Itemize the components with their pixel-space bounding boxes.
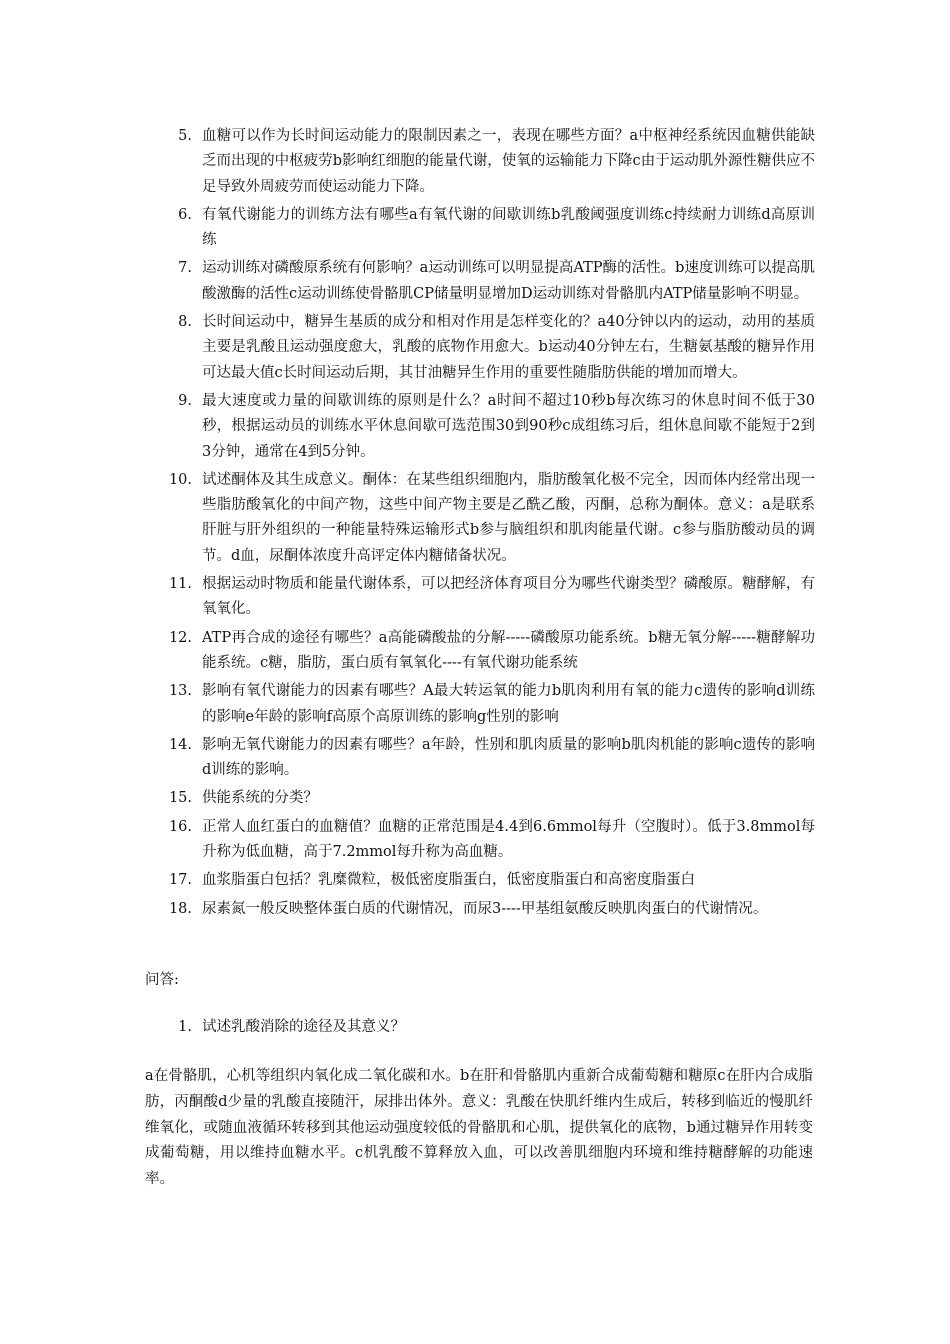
item-text: 试述酮体及其生成意义。酮体：在某些组织细胞内，脂肪酸氧化极不完全，因而体内经常出现一些脂肪酸氧化的中间产物，这些中间产物主要是乙酰乙酸，丙酮，总称为酮体。意义：a是联系肝脏与肝外组织的一种能量特殊运输形式b参与脑组织和肌肉能量代谢。c参与脂肪酸动员的调节。d血，尿酮体浓度升高评定体内糖储备状况。 [202, 471, 815, 564]
qa-section-heading: 问答: [145, 972, 179, 988]
item-text: 根据运动时物质和能量代谢体系，可以把经济体育项目分为哪些代谢类型？磷酸原。糖酵解，有氧氧化。 [202, 576, 815, 618]
item-text: 供能系统的分类？ [202, 790, 318, 807]
list-item [145, 733, 815, 784]
answer-paragraph: a在骨骼肌，心机等组织内氧化成二氧化碳和水。b在肝和骨骼肌内重新合成葡萄糖和糖原c在肝内合成脂肪，丙酮酸d少量的乳酸直接随汗，尿排出体外。意义：乳酸在快肌纤维内生成后，转移到临近的慢肌纤维氧化，或随血液循环转移到其他运动强度较低的骨骼肌和心肌，提供氧化的底物，b通过糖异作用转变成葡萄糖，用以维持血糖水平。c机乳酸不算释放入血，可以改善肌细胞内环境和维持糖酵解的功能速率。 [145, 1068, 813, 1188]
item-number: 10. [168, 471, 192, 488]
item-text: 运动训练对磷酸原系统有何影响？a运动训练可以明显提高ATP酶的活性。b速度训练可以提高肌酸激酶的活性c运动训练使骨骼肌CP储量明显增加D运动训练对骨骼肌内ATP储量影响不明显。 [202, 260, 815, 302]
list-item [145, 679, 815, 730]
list-item [145, 203, 815, 254]
item-text: 尿素氮一般反映整体蛋白质的代谢情况，而尿3----甲基组氨酸反映肌肉蛋白的代谢情况。 [202, 900, 768, 917]
item-number: 12. [168, 629, 192, 646]
item-text: 血糖可以作为长时间运动能力的限制因素之一，表现在哪些方面？a中枢神经系统因血糖供能缺乏而出现的中枢疲劳b影响红细胞的能量代谢，使氧的运输能力下降c由于运动肌外源性糖供应不足导致外周疲劳而使运动能力下降。 [202, 128, 815, 195]
item-number: 1. [178, 1019, 192, 1035]
list-item [145, 256, 815, 307]
list-item [145, 868, 815, 893]
list-item [145, 572, 815, 623]
item-number: 16. [168, 818, 192, 835]
list-item [145, 1015, 815, 1040]
item-text: 长时间运动中，糖异生基质的成分和相对作用是怎样变化的？a40分钟以内的运动，动用的基质主要是乳酸且运动强度愈大，乳酸的底物作用愈大。b运动40分钟左右，生糖氨基酸的糖异作用可达最大值c长时间运动后期，其甘油糖异生作用的重要性随脂肪供能的增加而增大。 [202, 314, 815, 381]
list-item [145, 626, 815, 677]
item-number: 9. [178, 392, 192, 409]
item-text: 有氧代谢能力的训练方法有哪些a有氧代谢的间歇训练b乳酸阈强度训练c持续耐力训练d高原训练 [202, 206, 815, 249]
numbered-question-list [145, 124, 815, 925]
item-number: 15. [168, 790, 192, 807]
list-item [145, 468, 815, 569]
question-text: 试述乳酸消除的途径及其意义？ [202, 1019, 405, 1035]
item-text: 影响无氧代谢能力的因素有哪些？a年龄，性别和肌肉质量的影响b肌肉机能的影响c遗传的影响d训练的影响。 [202, 736, 815, 779]
item-number: 11. [168, 576, 192, 593]
item-number: 6. [178, 206, 192, 223]
item-text: 血浆脂蛋白包括？乳糜微粒，极低密度脂蛋白，低密度脂蛋白和高密度脂蛋白 [202, 872, 695, 889]
item-number: 5. [178, 128, 192, 144]
item-text: 影响有氧代谢能力的因素有哪些？A最大转运氧的能力b肌肉利用有氧的能力c遗传的影响d训练的影响e年龄的影响f高原个高原训练的影响g性别的影响 [202, 683, 815, 725]
item-number: 18. [168, 900, 192, 917]
item-number: 17. [168, 872, 192, 889]
item-number: 8. [178, 314, 192, 331]
item-number: 13. [168, 683, 192, 700]
list-item [145, 310, 815, 386]
list-item [145, 897, 815, 922]
list-item [145, 815, 815, 866]
item-text: 最大速度或力量的间歇训练的原则是什么？a时间不超过10秒b每次练习的休息时间不低于30秒，根据运动员的训练水平休息间歇可选范围30到90秒c成组练习后，组休息间歇不能短于2到3分钟，通常在4到5分钟。 [202, 392, 815, 460]
qa-question-list [145, 1015, 815, 1043]
list-item [145, 124, 815, 200]
item-text: ATP再合成的途径有哪些？a高能磷酸盐的分解-----磷酸原功能系统。b糖无氧分解-----糖酵解功能系统。c糖，脂肪，蛋白质有氧氧化----有氧代谢功能系统 [202, 629, 815, 671]
list-item [145, 389, 815, 465]
list-item [145, 786, 815, 811]
item-number: 14. [168, 736, 192, 753]
item-number: 7. [178, 260, 192, 277]
item-text: 正常人血红蛋白的血糖值？血糖的正常范围是4.4到6.6mmol每升（空腹时）。低于3.8mmol每升称为低血糖，高于7.2mmol每升称为高血糖。 [202, 818, 815, 861]
